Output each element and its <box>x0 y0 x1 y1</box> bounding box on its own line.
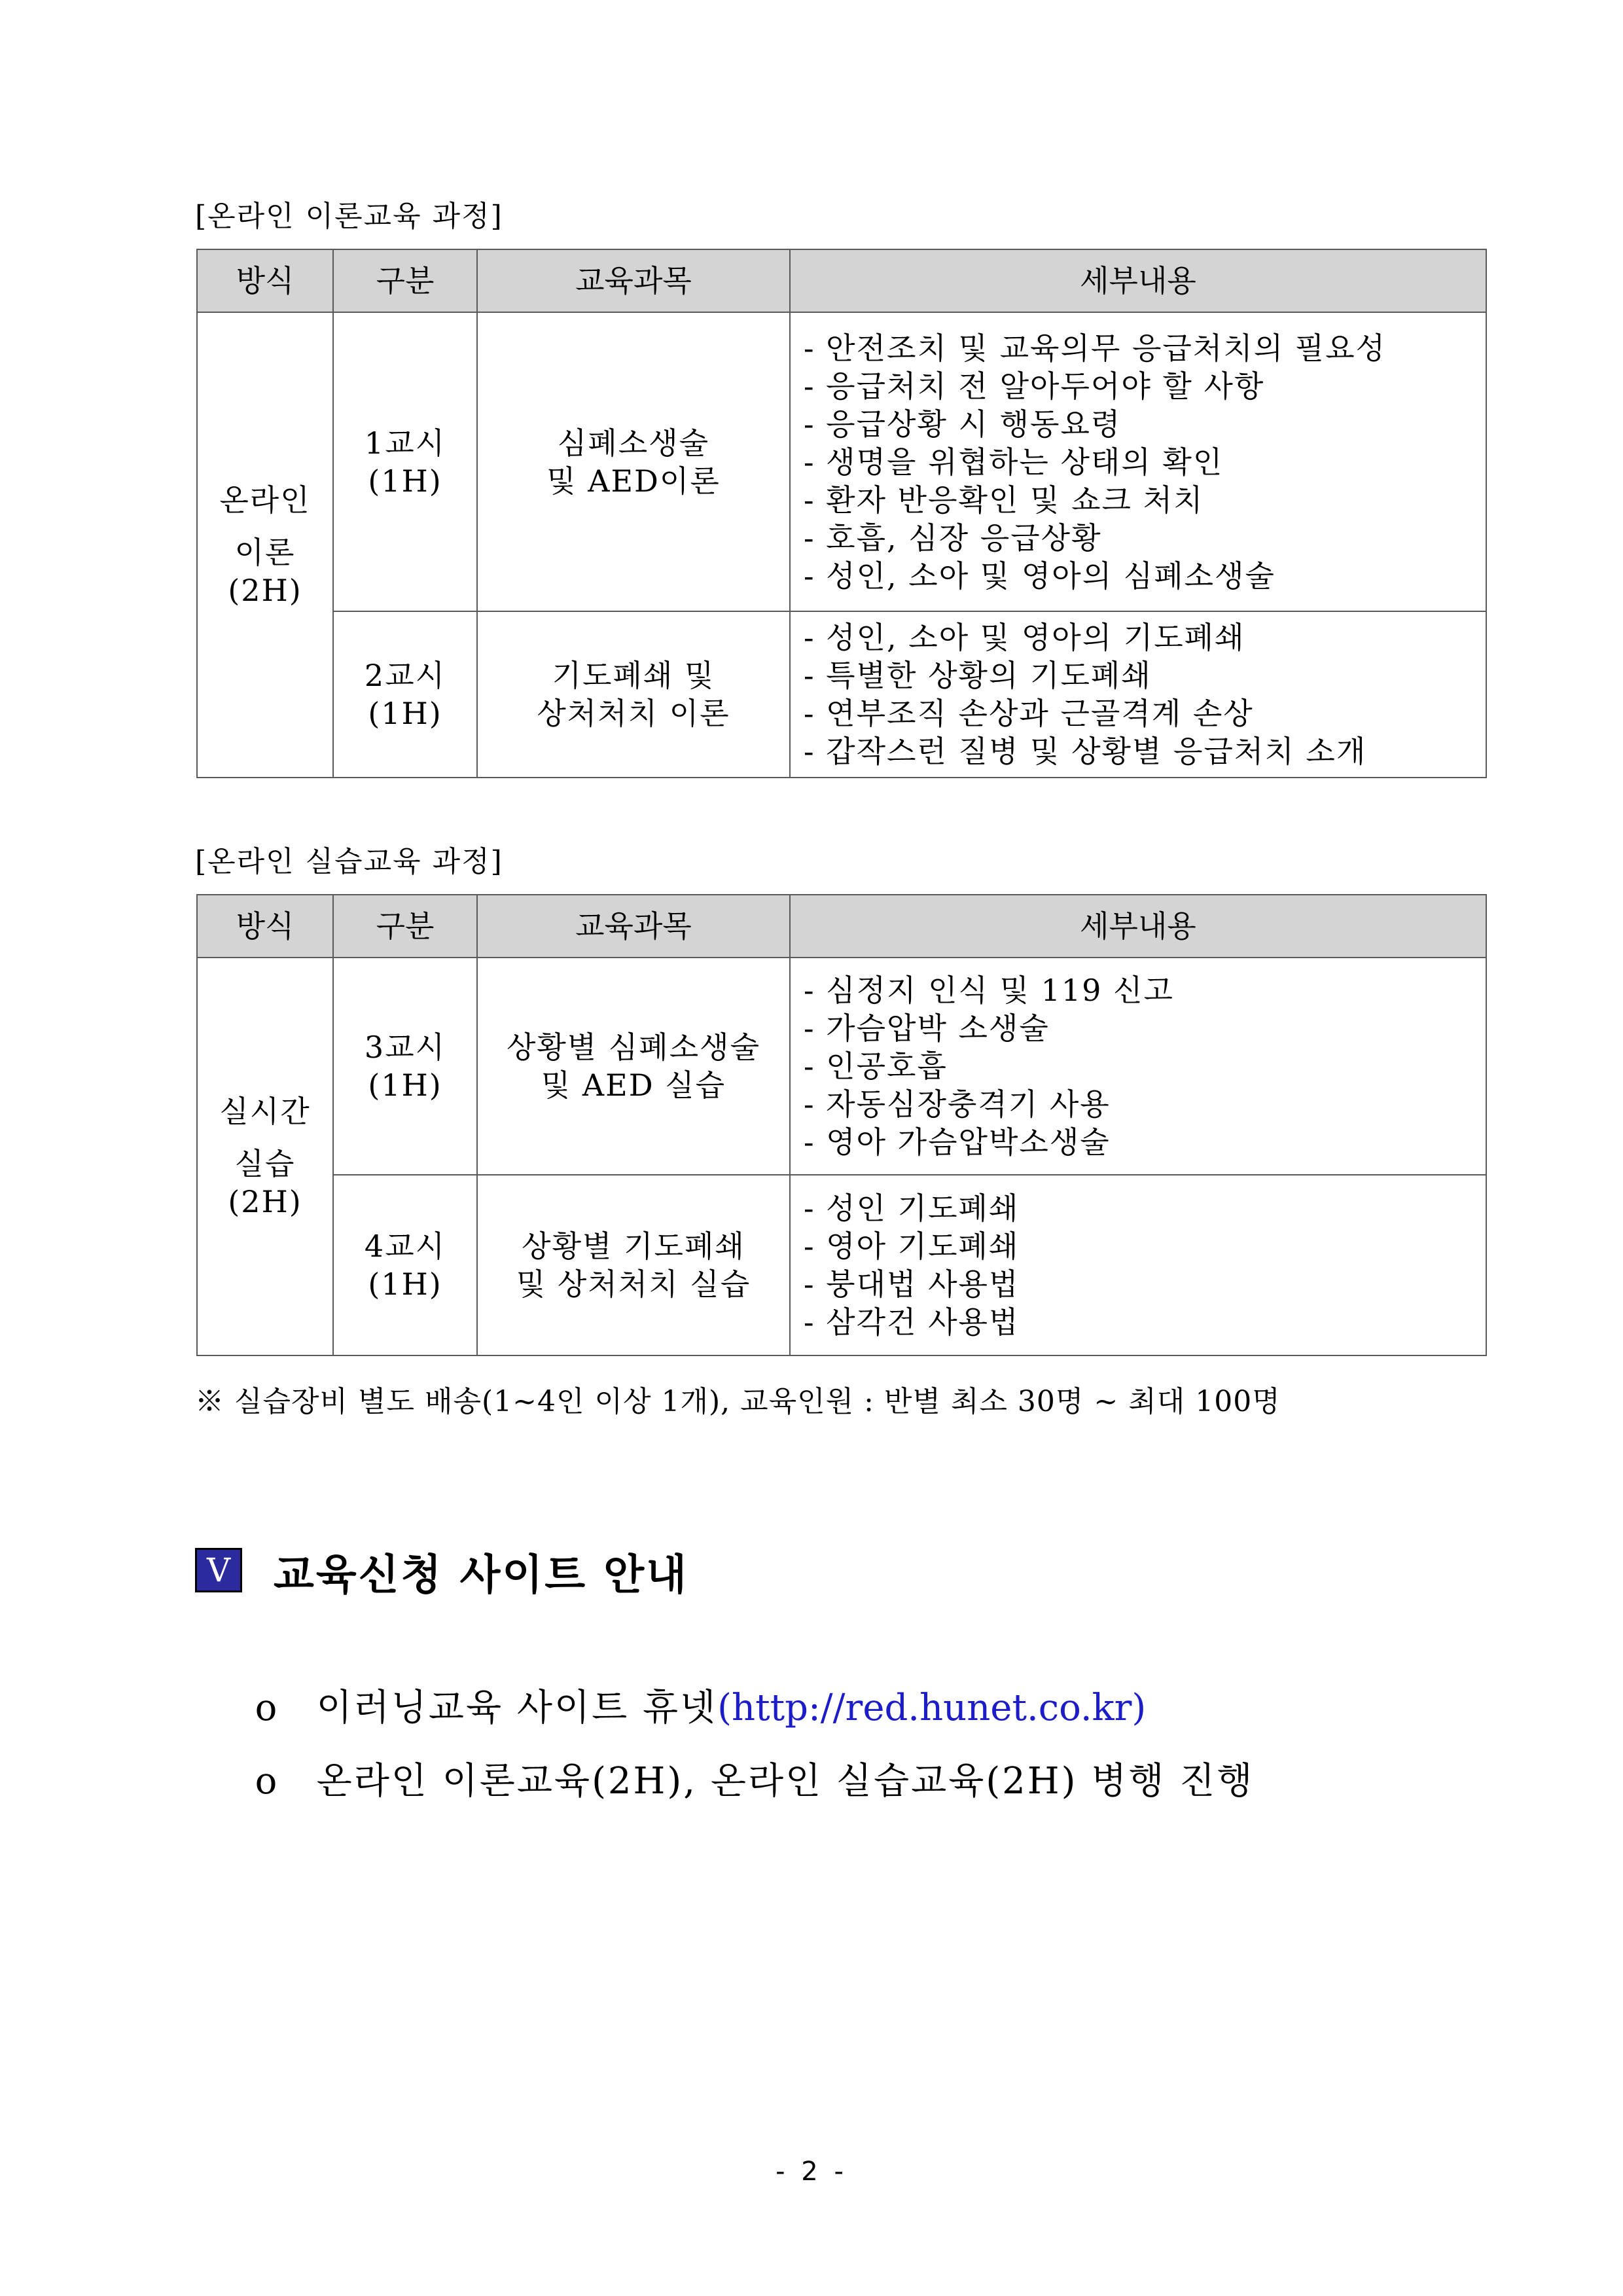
details-cell <box>790 312 1486 611</box>
list-item: - 심정지 인식 및 119 신고 <box>804 973 1174 1008</box>
practice-course-table <box>196 894 1487 1356</box>
site-link[interactable]: (http://red.hunet.co.kr) <box>717 1687 1147 1729</box>
subject-cell: 심폐소생술 및 AED이론 <box>477 312 790 611</box>
section-title: 교육신청 사이트 안내 <box>274 1551 688 1600</box>
list-item: - 안전조치 및 교육의무 응급처치의 필요성 <box>804 330 1387 366</box>
details-cell <box>790 958 1486 1175</box>
list-item: - 응급상황 시 행동요령 <box>804 406 1122 442</box>
list-item: - 성인, 소아 및 영아의 기도폐쇄 <box>804 620 1245 655</box>
bullet-mark: o <box>255 1687 279 1729</box>
list-item: - 응급처치 전 알아두어야 할 사항 <box>804 368 1265 404</box>
page-number: - 2 - <box>776 2157 847 2187</box>
table-header-row <box>197 895 1486 958</box>
list-item: - 자동심장충격기 사용 <box>804 1086 1111 1122</box>
header-subject: 교육과목 <box>477 895 790 958</box>
practice-table-caption: [온라인 실습교육 과정] <box>195 845 503 878</box>
list-item: - 영아 가슴압박소생술 <box>804 1124 1111 1160</box>
method-cell: 실시간 실습 (2H) <box>197 958 333 1355</box>
details-cell <box>790 611 1486 778</box>
period-cell: 3교시 (1H) <box>333 958 477 1175</box>
bullet-text: 온라인 이론교육(2H), 온라인 실습교육(2H) 병행 진행 <box>316 1760 1255 1803</box>
header-details: 세부내용 <box>790 249 1486 312</box>
bullet-mark: o <box>255 1760 279 1803</box>
theory-course-table <box>196 249 1487 778</box>
list-item: - 갑작스런 질병 및 상황별 응급처치 소개 <box>804 734 1367 769</box>
header-subject: 교육과목 <box>477 249 790 312</box>
header-details: 세부내용 <box>790 895 1486 958</box>
header-method: 방식 <box>197 249 333 312</box>
table-row <box>197 312 1486 611</box>
list-item: - 가슴압박 소생술 <box>804 1011 1050 1046</box>
list-item: - 붕대법 사용법 <box>804 1266 1020 1302</box>
list-item: - 삼각건 사용법 <box>804 1304 1020 1340</box>
list-item: - 성인, 소아 및 영아의 심폐소생술 <box>804 558 1275 594</box>
period-cell: 2교시 (1H) <box>333 611 477 778</box>
table-row <box>197 1175 1486 1355</box>
table-row <box>197 611 1486 778</box>
header-period: 구분 <box>333 895 477 958</box>
list-item: - 생명을 위협하는 상태의 확인 <box>804 444 1224 480</box>
section-number-badge: V <box>195 1548 242 1592</box>
subject-cell: 기도폐쇄 및 상처처치 이론 <box>477 611 790 778</box>
list-item: - 영아 기도폐쇄 <box>804 1229 1020 1264</box>
subject-cell: 상황별 심폐소생술 및 AED 실습 <box>477 958 790 1175</box>
list-item <box>228 1710 1254 1804</box>
details-cell <box>790 1175 1486 1355</box>
subject-cell: 상황별 기도폐쇄 및 상처처치 실습 <box>477 1175 790 1355</box>
period-cell: 4교시 (1H) <box>333 1175 477 1355</box>
practice-note: ※ 실습장비 별도 배송(1~4인 이상 1개), 교육인원 : 반별 최소 30명 ~ 최대 100명 <box>195 1385 1281 1418</box>
theory-table-caption: [온라인 이론교육 과정] <box>195 200 503 233</box>
list-item: - 연부조직 손상과 근골격계 손상 <box>804 696 1254 731</box>
list-item: - 성인 기도폐쇄 <box>804 1191 1020 1226</box>
header-method: 방식 <box>197 895 333 958</box>
table-row <box>197 958 1486 1175</box>
list-item: - 인공호흡 <box>804 1049 948 1084</box>
method-cell: 온라인 이론 (2H) <box>197 312 333 778</box>
list-item: - 특별한 상황의 기도폐쇄 <box>804 658 1152 693</box>
list-item: - 호흡, 심장 응급상황 <box>804 520 1102 556</box>
bullet-text: 이러닝교육 사이트 휴넷 <box>316 1687 718 1729</box>
period-cell: 1교시 (1H) <box>333 312 477 611</box>
header-period: 구분 <box>333 249 477 312</box>
list-item: - 환자 반응확인 및 쇼크 처치 <box>804 482 1204 518</box>
table-header-row <box>197 249 1486 312</box>
